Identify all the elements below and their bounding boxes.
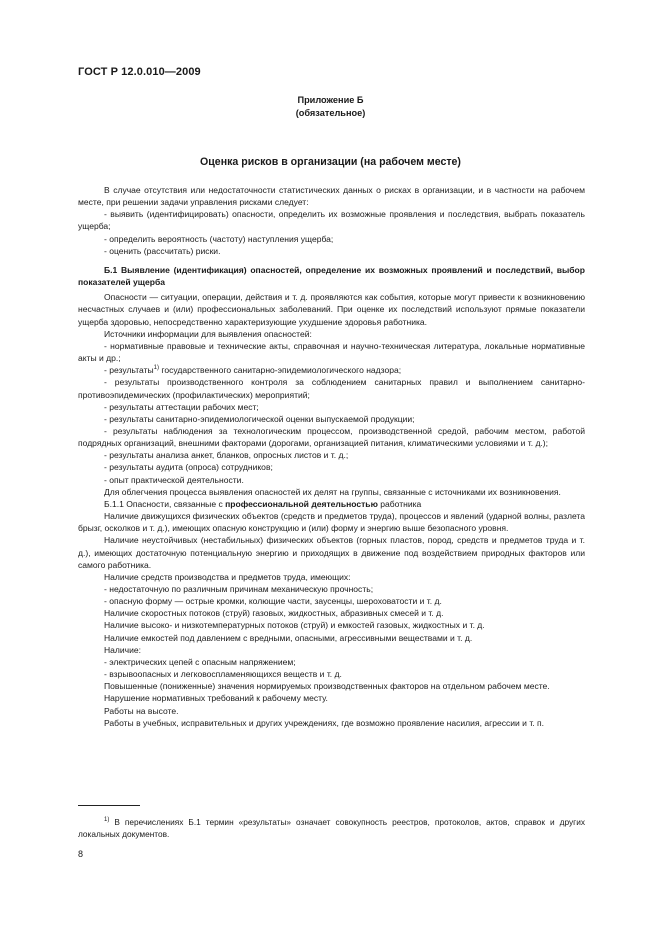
hazard-item: Наличие: xyxy=(104,644,142,655)
intro-list-item: - оценить (рассчитать) риски. xyxy=(104,245,221,256)
hazard-item: Наличие неустойчивых (нестабильных) физических объектов (горных пластов, пород, средств и предметов труда и т. д.), имеющих достаточную потенциальную энергию и приходящих в движение под воздействием природных факторов или самого работника. xyxy=(78,535,585,570)
hazard-item: Наличие средств производства и предметов труда, имеющих: xyxy=(104,571,351,582)
subsection-heading-b11 xyxy=(78,498,585,510)
annex-status: (обязательное) xyxy=(295,108,366,118)
section-heading-b1: Б.1 Выявление (идентификация) опасностей, определение их возможных проявлений и последствий, выбор показателей ущерба xyxy=(78,264,585,288)
subsection-suffix: работника xyxy=(377,498,422,509)
list-item: - опыт практической деятельности. xyxy=(104,474,244,485)
list-item: - результаты анализа анкет, бланков, опросных листов и т. д.; xyxy=(104,450,349,461)
list-item-text: - результаты xyxy=(104,365,154,376)
document-header: ГОСТ Р 12.0.010—2009 xyxy=(78,66,201,78)
hazard-item: Нарушение нормативных требований к рабочему месту. xyxy=(104,693,328,704)
list-item: - результаты наблюдения за технологическим процессом, производственной средой, рабочим местом, работой подрядных организаций, внешними факторами (дорогами, организацией питания, климатическими условиями и т. д.); xyxy=(78,425,585,449)
paragraph: Для облегчения процесса выявления опасностей их делят на группы, связанные с источниками их возникновения. xyxy=(104,486,561,497)
paragraph: Источники информации для выявления опасностей: xyxy=(104,328,312,339)
list-item: - результаты санитарно-эпидемиологической оценки выпускаемой продукции; xyxy=(104,413,415,424)
page-title: Оценка рисков в организации (на рабочем месте) xyxy=(200,156,461,168)
hazard-item: Работы на высоте. xyxy=(104,705,179,716)
hazard-item: Работы в учебных, исправительных и других учреждениях, где возможно проявление насилия, агрессии и т. п. xyxy=(104,717,545,728)
hazard-item: Наличие скоростных потоков (струй) газовых, жидкостных, абразивных смесей и т. д. xyxy=(104,608,444,619)
list-item-text: государственного санитарно-эпидемиологического надзора; xyxy=(159,365,402,376)
intro-list-item: - выявить (идентифицировать) опасности, определить их возможные проявления и последствия, выбрать показатель ущерба; xyxy=(78,209,585,232)
footnote-text: В перечислениях Б.1 термин «результаты» означает совокупность реестров, протоколов, актов, справок и других локальных документов. xyxy=(78,817,585,839)
hazard-item: Наличие высоко- и низкотемпературных потоков (струй) и емкостей газовых, жидкостных и т. д. xyxy=(104,620,485,631)
footnote-separator xyxy=(78,805,140,806)
hazard-item: - опасную форму — острые кромки, колющие части, заусенцы, шероховатости и т. д. xyxy=(104,596,442,607)
list-item: - результаты аттестации рабочих мест; xyxy=(104,401,259,412)
subsection-prefix: Б.1.1 Опасности, связанные с xyxy=(104,498,226,509)
hazard-item: - взрывоопасных и легковоспламеняющихся веществ и т. д. xyxy=(104,669,342,680)
footnote-marker: 1) xyxy=(104,817,110,823)
hazard-item: Наличие емкостей под давлением с вредными, опасными, агрессивными веществами и т. д. xyxy=(104,632,473,643)
hazard-item: - электрических цепей с опасным напряжением; xyxy=(104,656,296,667)
hazard-item: - недостаточную по различным причинам механическую прочность; xyxy=(104,584,374,594)
page-number: 8 xyxy=(78,849,84,859)
list-item: - нормативные правовые и технические акты, справочная и научно-техническая литература, локальные нормативные акты и др.; xyxy=(78,340,585,364)
intro-list-item: - определить вероятность (частоту) наступления ущерба; xyxy=(104,233,334,244)
list-item: - результаты аудита (опроса) сотрудников; xyxy=(104,462,273,473)
annex-label: Приложение Б xyxy=(297,95,364,105)
footnote-ref: 1) xyxy=(153,365,160,372)
hazard-item: Повышенные (пониженные) значения нормируемых производственных факторов на отдельном рабочем месте. xyxy=(104,681,550,692)
hazard-item: Наличие движущихся физических объектов (средств и предметов труда), процессов и явлений (ударной волны, разлета брызг, осколков и т. д.), имеющих опасную конструкцию и (или) форму и энергию выше безопасного уровня. xyxy=(78,511,585,534)
subsection-bold: профессиональной деятельностью xyxy=(225,498,378,509)
list-item: - результаты производственного контроля за соблюдением санитарных правил и выполнением санитарно-противоэпидемических (профилактических) мероприятий; xyxy=(78,377,585,400)
paragraph: Опасности — ситуации, операции, действия и т. д. проявляются как события, которые могут привести к возникновению несчастных случаев и (или) профессиональных заболеваний. При оценке их последствий используют прямые показатели ущерба здоровью, непосредственно характеризующие ухудшение здоровья работника. xyxy=(78,292,585,327)
document-body xyxy=(78,184,585,729)
footnote xyxy=(78,816,585,840)
intro-paragraph: В случае отсутствия или недостаточности статистических данных о рисках в организации, и в частности на рабочем месте, при решении задачи управления рисками следует: xyxy=(78,185,585,208)
list-item xyxy=(78,364,585,376)
